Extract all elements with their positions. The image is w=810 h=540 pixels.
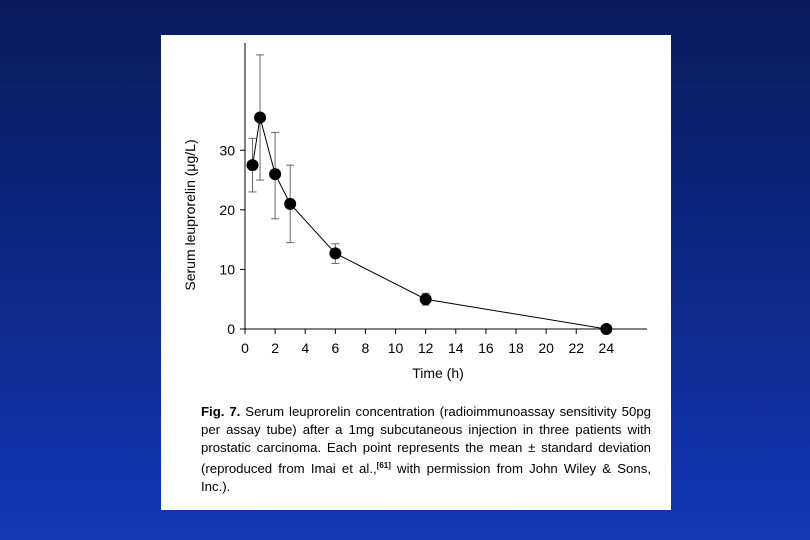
y-axis-label: Serum leuprorelin (μg/L) xyxy=(182,139,198,291)
chart-axes xyxy=(245,43,647,329)
data-point xyxy=(247,159,259,171)
y-tick-label: 10 xyxy=(219,261,235,278)
x-ticks xyxy=(241,329,614,356)
caption-label: Fig. 7. xyxy=(201,404,241,419)
y-tick-label: 0 xyxy=(227,321,235,337)
data-point xyxy=(600,323,612,335)
serum-leuprorelin-chart xyxy=(161,35,671,390)
data-point xyxy=(420,293,432,305)
caption-reference: [61] xyxy=(376,461,391,470)
x-tick-label: 22 xyxy=(568,340,585,356)
x-axis-label: Time (h) xyxy=(412,365,464,381)
figure-caption xyxy=(201,403,651,496)
caption-text: Serum leuprorelin concentration (radioimmunoassay sensitivity 50pg per assay tube) after a 1mg subcutaneous injection in three patients with prostatic carcinoma. Each point represents the mean ± standard deviation (reproduced from Imai et al., xyxy=(201,404,652,476)
x-tick-label: 2 xyxy=(271,340,280,356)
data-point xyxy=(254,111,266,123)
x-tick-label: 14 xyxy=(447,340,464,356)
x-tick-label: 18 xyxy=(508,340,524,356)
y-tick-label: 30 xyxy=(219,142,235,159)
x-tick-label: 4 xyxy=(301,340,310,356)
x-tick-label: 8 xyxy=(361,340,370,356)
series-layer xyxy=(247,55,613,335)
data-point xyxy=(284,198,296,210)
caption-text-end: with permission from John Wiley & Sons, Inc.). xyxy=(201,461,651,494)
y-tick-label: 20 xyxy=(219,201,235,218)
x-tick-label: 20 xyxy=(538,340,554,356)
figure-panel xyxy=(161,35,671,510)
x-tick-label: 6 xyxy=(331,340,340,356)
data-point xyxy=(329,247,341,259)
x-tick-label: 10 xyxy=(387,340,404,356)
x-tick-label: 0 xyxy=(241,340,249,356)
x-tick-label: 16 xyxy=(478,340,494,356)
x-tick-label: 12 xyxy=(417,340,434,356)
x-tick-label: 24 xyxy=(598,340,615,356)
y-ticks xyxy=(219,142,245,337)
data-point xyxy=(269,168,281,180)
